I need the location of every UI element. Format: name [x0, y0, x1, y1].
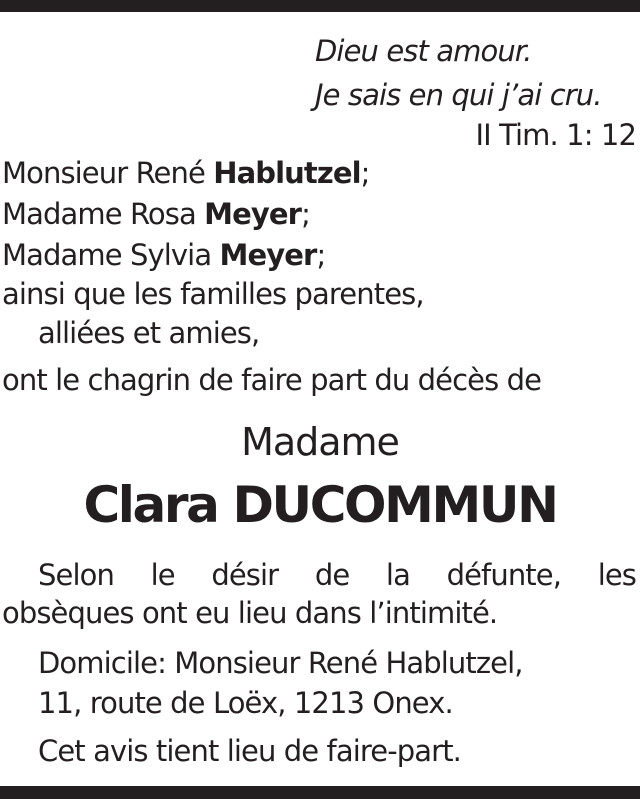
- family-member-3-end: ;: [316, 238, 326, 272]
- family-member-2-first: Madame Rosa: [2, 197, 205, 231]
- family-member-1: [2, 155, 370, 191]
- relatives-line-1: ainsi que les familles parentes,: [2, 277, 424, 311]
- family-member-3-first: Madame Sylvia: [2, 238, 220, 272]
- family-member-3-last: Meyer: [219, 238, 317, 272]
- family-member-2-end: ;: [301, 197, 310, 231]
- domicile-line-2: 11, route de Loëx, 1213 Onex.: [38, 686, 453, 720]
- deceased-name: Clara DUCOMMUN: [83, 476, 557, 534]
- funeral-line-1-text: Selon le désir de la défunte, les: [38, 558, 636, 592]
- bottom-border-rule: [0, 786, 640, 799]
- relatives-line-2: alliées et amies,: [38, 316, 260, 350]
- family-member-2-last: Meyer: [204, 197, 302, 231]
- funeral-line-1: [2, 557, 636, 593]
- closing-text: Cet avis tient lieu de faire-part.: [38, 734, 461, 768]
- family-member-3: [2, 237, 325, 273]
- family-member-1-last: Hablutzel: [213, 156, 361, 190]
- announcement-text: ont le chagrin de faire part du décès de: [2, 363, 542, 397]
- verse-line-2: Je sais en qui j’ai cru.: [315, 78, 602, 112]
- family-member-1-end: ;: [360, 156, 370, 190]
- funeral-line-2: obsèques ont eu lieu dans l’intimité.: [2, 596, 498, 630]
- domicile-line-1: Domicile: Monsieur René Hablutzel,: [38, 646, 523, 680]
- top-border-rule: [0, 0, 640, 12]
- family-member-1-first: Monsieur René: [2, 156, 214, 190]
- deceased-title: Madame: [241, 420, 399, 464]
- family-member-2: [2, 196, 310, 232]
- verse-reference: II Tim. 1: 12: [475, 118, 636, 152]
- verse-line-1: Dieu est amour.: [315, 34, 532, 68]
